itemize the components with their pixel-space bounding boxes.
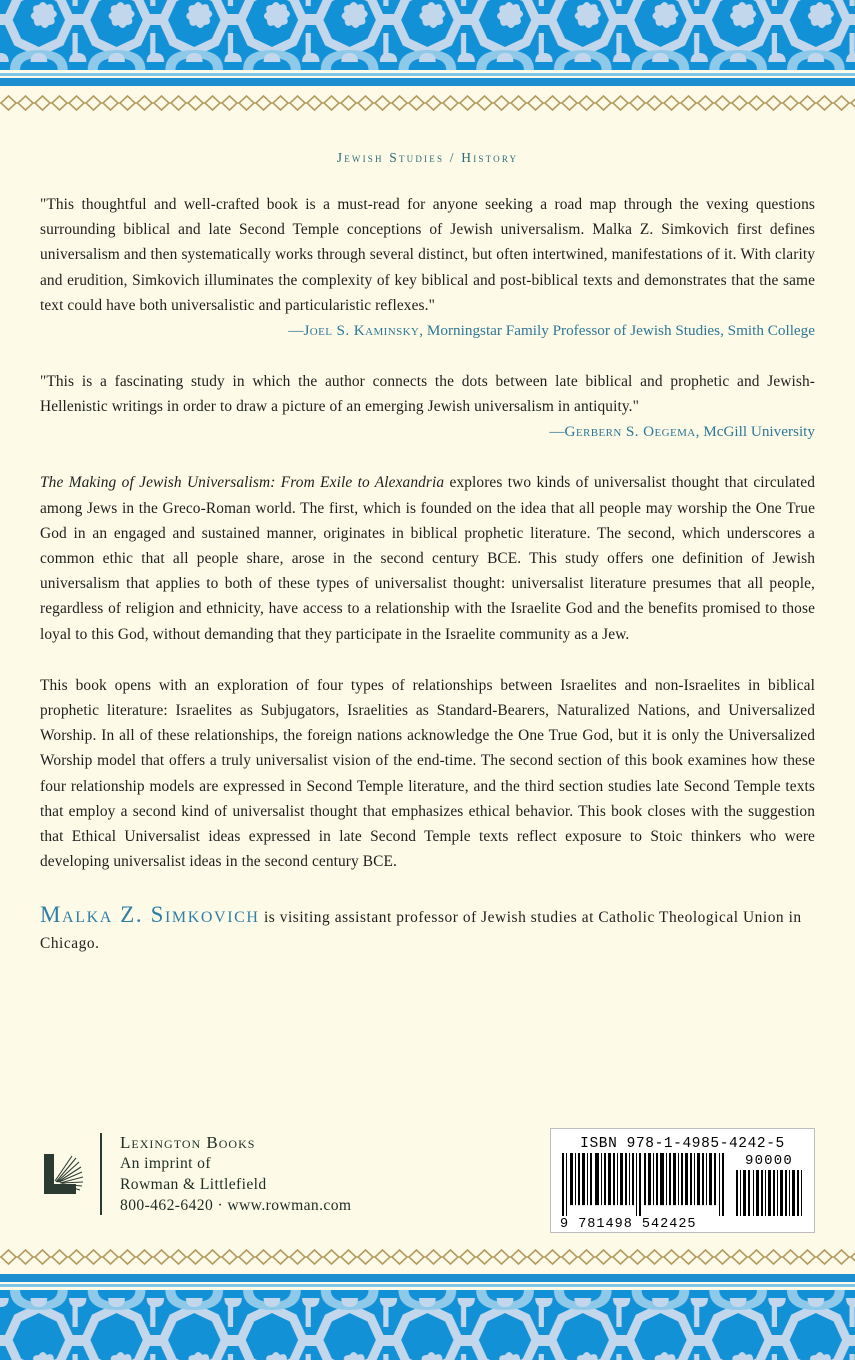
gold-lattice-band-top <box>0 93 855 113</box>
top-ornamental-border <box>0 0 855 113</box>
imprint-line-2: An imprint of <box>120 1155 211 1172</box>
gold-lattice-band-bottom <box>0 1247 855 1267</box>
arabesque-pattern-icon <box>0 0 855 70</box>
blurb-quote-1: "This thoughtful and well-crafted book is a must-read for anyone seeking a road map through the vexing questions surrounding biblical and late Second Temple conceptions of Jewish universalism. Malka Z. Simkovich first defines universalism and then systematically works through several distinct, but often intertwined, manifestations of it. With clarity and erudition, Simkovich illuminates the complexity of key biblical and post-biblical texts and demonstrates that the same text could have both universalistic and particularistic reflexes." <box>40 196 815 314</box>
imprint-line-3: Rowman & Littlefield <box>120 1176 267 1193</box>
attribution-affiliation-1: , Morningstar Family Professor of Jewish Studies, Smith College <box>419 322 815 340</box>
gold-diamond-pattern-icon-bottom <box>0 1247 855 1267</box>
imprint-contact: 800-462-6420 · www.rowman.com <box>120 1197 352 1214</box>
barcode-human-readable-digits: 9 781498 542425 <box>560 1217 697 1232</box>
attribution-dash-1: — <box>288 322 304 340</box>
lexington-books-logo-icon <box>40 1148 86 1200</box>
rule-stack-top <box>0 70 855 93</box>
imprint-text-block <box>120 1132 351 1216</box>
isbn-barcode-box <box>550 1128 815 1233</box>
imprint-name: Lexington Books <box>120 1133 256 1152</box>
author-bio <box>40 902 815 957</box>
ean5-addon-barcode-icon <box>734 1170 804 1216</box>
isbn-number: ISBN 978-1-4985-4242-5 <box>580 1136 785 1152</box>
attribution-person-1: Joel S. Kaminsky <box>303 322 420 340</box>
description-paragraph-1-rest: explores two kinds of universalist thought that circulated among Jews in the Greco-Roman world. The first, which is founded on the idea that all people may worship the One True God in an engaged and sustained manner, originates in biblical prophetic literature. The second, which underscores a common ethic that all people share, arose in the second century BCE. This study offers one definition of Jewish universalism that applies to both of these types of universalist thought: universalist literature presumes that all people, regardless of religion and ethnicity, have access to a relationship with the Israelite God and the benefits promised to those loyal to this God, without demanding that they participate in the Israelite community as a Jew. <box>40 474 816 643</box>
cover-footer <box>0 1124 855 1242</box>
blurb-attribution-2 <box>40 419 815 444</box>
gold-diamond-pattern-icon <box>0 93 855 113</box>
blurb-attribution-1 <box>40 318 815 343</box>
ean13-barcode-icon <box>560 1153 728 1216</box>
blurb-quote-2: "This is a fascinating study in which the author connects the dots between late biblical and prophetic and Jewish-Hellenistic writings in order to draw a picture of an emerging Jewish universalism in antiquity." <box>40 373 815 416</box>
attribution-affiliation-2: , McGill University <box>695 423 815 441</box>
rule-stack-bottom <box>0 1267 855 1290</box>
rule-blue-thick-bottom <box>0 1274 855 1282</box>
description-paragraph-1 <box>40 470 815 646</box>
barcode-addon <box>733 1153 805 1216</box>
rule-paper-gap <box>0 86 855 93</box>
book-title: The Making of Jewish Universalism: From Exile to Alexandria <box>40 474 445 492</box>
author-bio-text: is visiting assistant professor of Jewish studies at Catholic Theological Union in Chicago. <box>40 909 802 953</box>
barcode-addon-digits: 90000 <box>744 1153 793 1169</box>
attribution-person-2: Gerbern S. Oegema <box>564 423 696 441</box>
bottom-ornamental-border <box>0 1247 855 1360</box>
description-paragraph-2: This book opens with an exploration of four types of relationships between Israelites and non-Israelites in biblical prophetic literature: Israelites as Subjugators, Israelities as Standard-Bearers, Naturalized Nations, and Universalized Worship. In all of these relationships, the foreign nations acknowledge the One True God, but it is only the Universalized Worship model that offers a truly universalist vision of the end-time. The second section of this book examines how these four relationship models are expressed in Second Temple literature, and the third section studies late Second Temple texts that employ a second kind of universalist thought that emphasizes ethical behavior. This book closes with the suggestion that Ethical Universalist ideas expressed in late Second Temple texts reflect exposure to Stoic thinkers who were developing universalist ideas in the second century BCE. <box>40 676 815 871</box>
rule-blue-thick <box>0 78 855 86</box>
author-name: Malka Z. Simkovich <box>40 902 260 928</box>
arabesque-tile-band-bottom <box>0 1290 855 1360</box>
cover-content <box>0 132 855 973</box>
arabesque-pattern-icon-bottom <box>0 1290 855 1360</box>
category-line: Jewish Studies / History <box>336 150 519 165</box>
arabesque-tile-band-top <box>0 0 855 70</box>
rule-paper-gap-bottom <box>0 1267 855 1274</box>
barcode-row <box>560 1153 805 1216</box>
imprint-divider <box>100 1133 102 1215</box>
paragraph-spacer <box>40 647 815 673</box>
attribution-dash-2: — <box>549 423 565 441</box>
publisher-imprint <box>40 1132 351 1216</box>
